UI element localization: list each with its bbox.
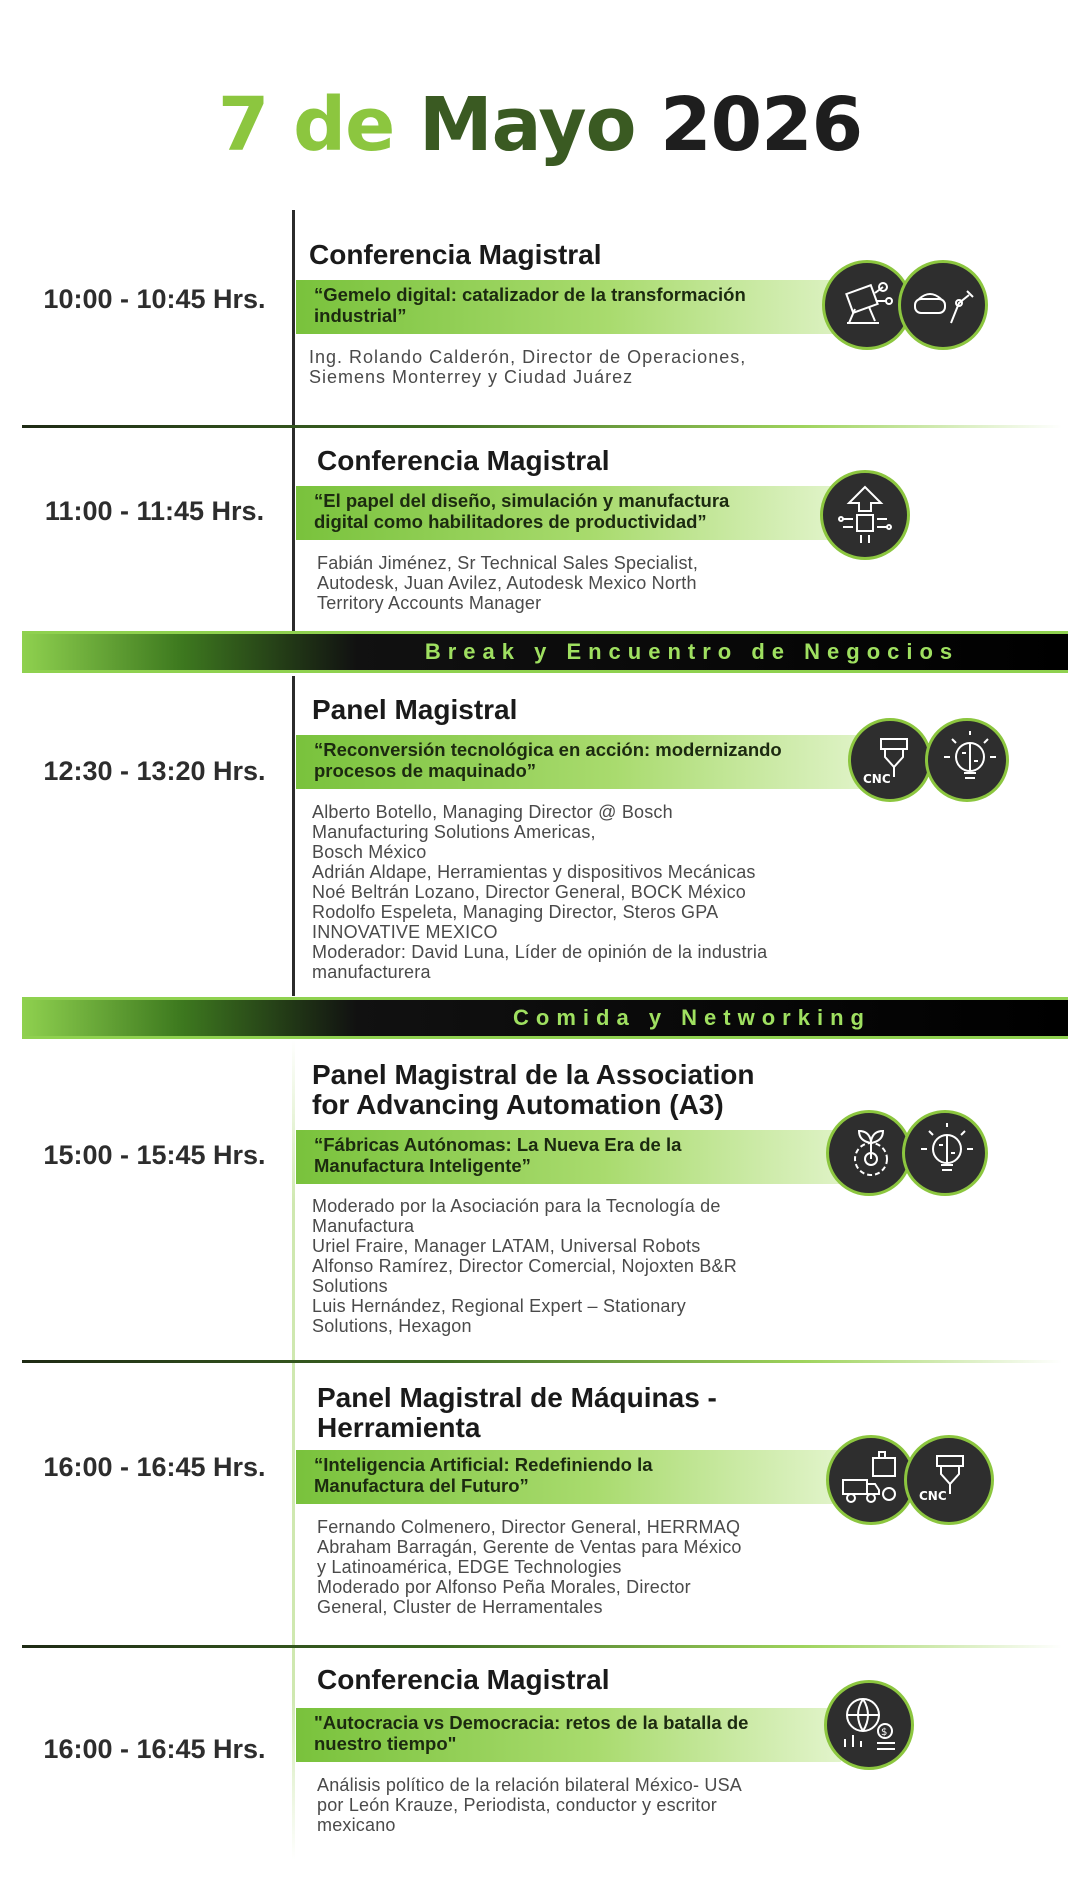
session-time: 16:00 - 16:45 Hrs. <box>43 1452 266 1482</box>
cnc-icon <box>904 1435 994 1525</box>
session-speakers: Alberto Botello, Managing Director @ Bosch Manufacturing Solutions Americas, Bosch México Adrián Aldape, Herramientas y dispositivos Mecánicas Noé Beltrán Lozano, Director General, BOCK México Rodolfo Espeleta, Managing Director, Steros GPA INNOVATIVE MEXICO Moderador: David Luna, Líder de opinión de la industria manufacturera <box>312 802 768 982</box>
session-title: “Inteligencia Artificial: Redefiniendo la Manufactura del Futuro” <box>314 1454 653 1496</box>
svg-text:$: $ <box>881 1727 888 1738</box>
session-time: 15:00 - 15:45 Hrs. <box>43 1140 266 1170</box>
factory-truck-icon <box>826 1435 916 1525</box>
title-month: Mayo <box>419 82 636 168</box>
session-speakers: Fernando Colmenero, Director General, HERRMAQ Abraham Barragán, Gerente de Ventas para México y Latinoamérica, EDGE Technologies Moderado por Alfonso Peña Morales, Director General, Cluster de Herramentales <box>317 1517 742 1617</box>
session-title: “El papel del diseño, simulación y manufactura digital como habilitadores de productividad” <box>314 490 730 532</box>
session-title: “Fábricas Autónomas: La Nueva Era de la Manufactura Inteligente” <box>314 1134 682 1176</box>
ai-bulb-icon <box>902 1110 988 1196</box>
session-type: Panel Magistral de la Association for Advancing Automation (A3) <box>312 1059 755 1120</box>
session-title: “Gemelo digital: catalizador de la transformación industrial” <box>314 284 746 326</box>
session-title: “Reconversión tecnológica en acción: modernizando procesos de maquinado” <box>314 739 782 781</box>
separator <box>22 425 1062 428</box>
timeline-line <box>292 1040 295 1860</box>
break-label: Break y Encuentro de Negocios <box>424 639 960 664</box>
session-time: 10:00 - 10:45 Hrs. <box>43 284 266 314</box>
session-title-band <box>296 735 876 789</box>
cnc-icon <box>848 718 932 802</box>
vr-robot-arm-icon <box>898 260 988 350</box>
session-title-band <box>296 280 866 334</box>
page-title <box>0 82 1080 168</box>
globe-finance-icon <box>824 1680 914 1770</box>
session-type: Conferencia Magistral <box>317 1664 610 1695</box>
title-year: 2026 <box>660 82 863 168</box>
session-speakers: Ing. Rolando Calderón, Director de Operaciones, Siemens Monterrey y Ciudad Juárez <box>309 347 747 387</box>
separator <box>22 1645 1062 1648</box>
separator <box>22 1360 1062 1363</box>
session-title-band <box>296 1450 841 1504</box>
session-type: Conferencia Magistral <box>317 445 610 476</box>
ai-bulb-icon <box>925 718 1009 802</box>
break-label: Comida y Networking <box>513 1005 871 1030</box>
break-band <box>22 631 1068 673</box>
svg-text:CNC: CNC <box>863 772 891 786</box>
session-speakers: Moderado por la Asociación para la Tecnología de Manufactura Uriel Fraire, Manager LATAM, Universal Robots Alfonso Ramírez, Director Comercial, Nojoxten B&R Solutions Luis Hernández, Regional Expert – Stationary Solutions, Hexagon <box>312 1196 737 1336</box>
title-day: 7 de <box>217 82 395 168</box>
session-title: "Autocracia vs Democracia: retos de la batalla de nuestro tiempo" <box>314 1712 749 1754</box>
break-band <box>22 997 1068 1039</box>
timeline-line <box>292 676 295 996</box>
session-type: Conferencia Magistral <box>309 239 602 270</box>
session-type: Panel Magistral <box>312 694 518 725</box>
session-title-band <box>296 1130 856 1184</box>
svg-text:CNC: CNC <box>919 1489 947 1503</box>
plant-gear-icon <box>826 1110 912 1196</box>
session-title-band <box>296 486 841 540</box>
session-time: 16:00 - 16:45 Hrs. <box>43 1734 266 1764</box>
session-type: Panel Magistral de Máquinas - Herramienta <box>317 1382 717 1443</box>
timeline-line <box>292 210 295 632</box>
session-speakers: Análisis político de la relación bilateral México- USA por León Krauze, Periodista, conductor y escritor mexicano <box>317 1775 742 1835</box>
chip-arrow-icon <box>820 470 910 560</box>
session-time: 12:30 - 13:20 Hrs. <box>43 756 266 786</box>
session-title-band <box>296 1708 841 1762</box>
session-speakers: Fabián Jiménez, Sr Technical Sales Specialist, Autodesk, Juan Avilez, Autodesk Mexico North Territory Accounts Manager <box>317 553 699 613</box>
session-time: 11:00 - 11:45 Hrs. <box>44 496 265 526</box>
